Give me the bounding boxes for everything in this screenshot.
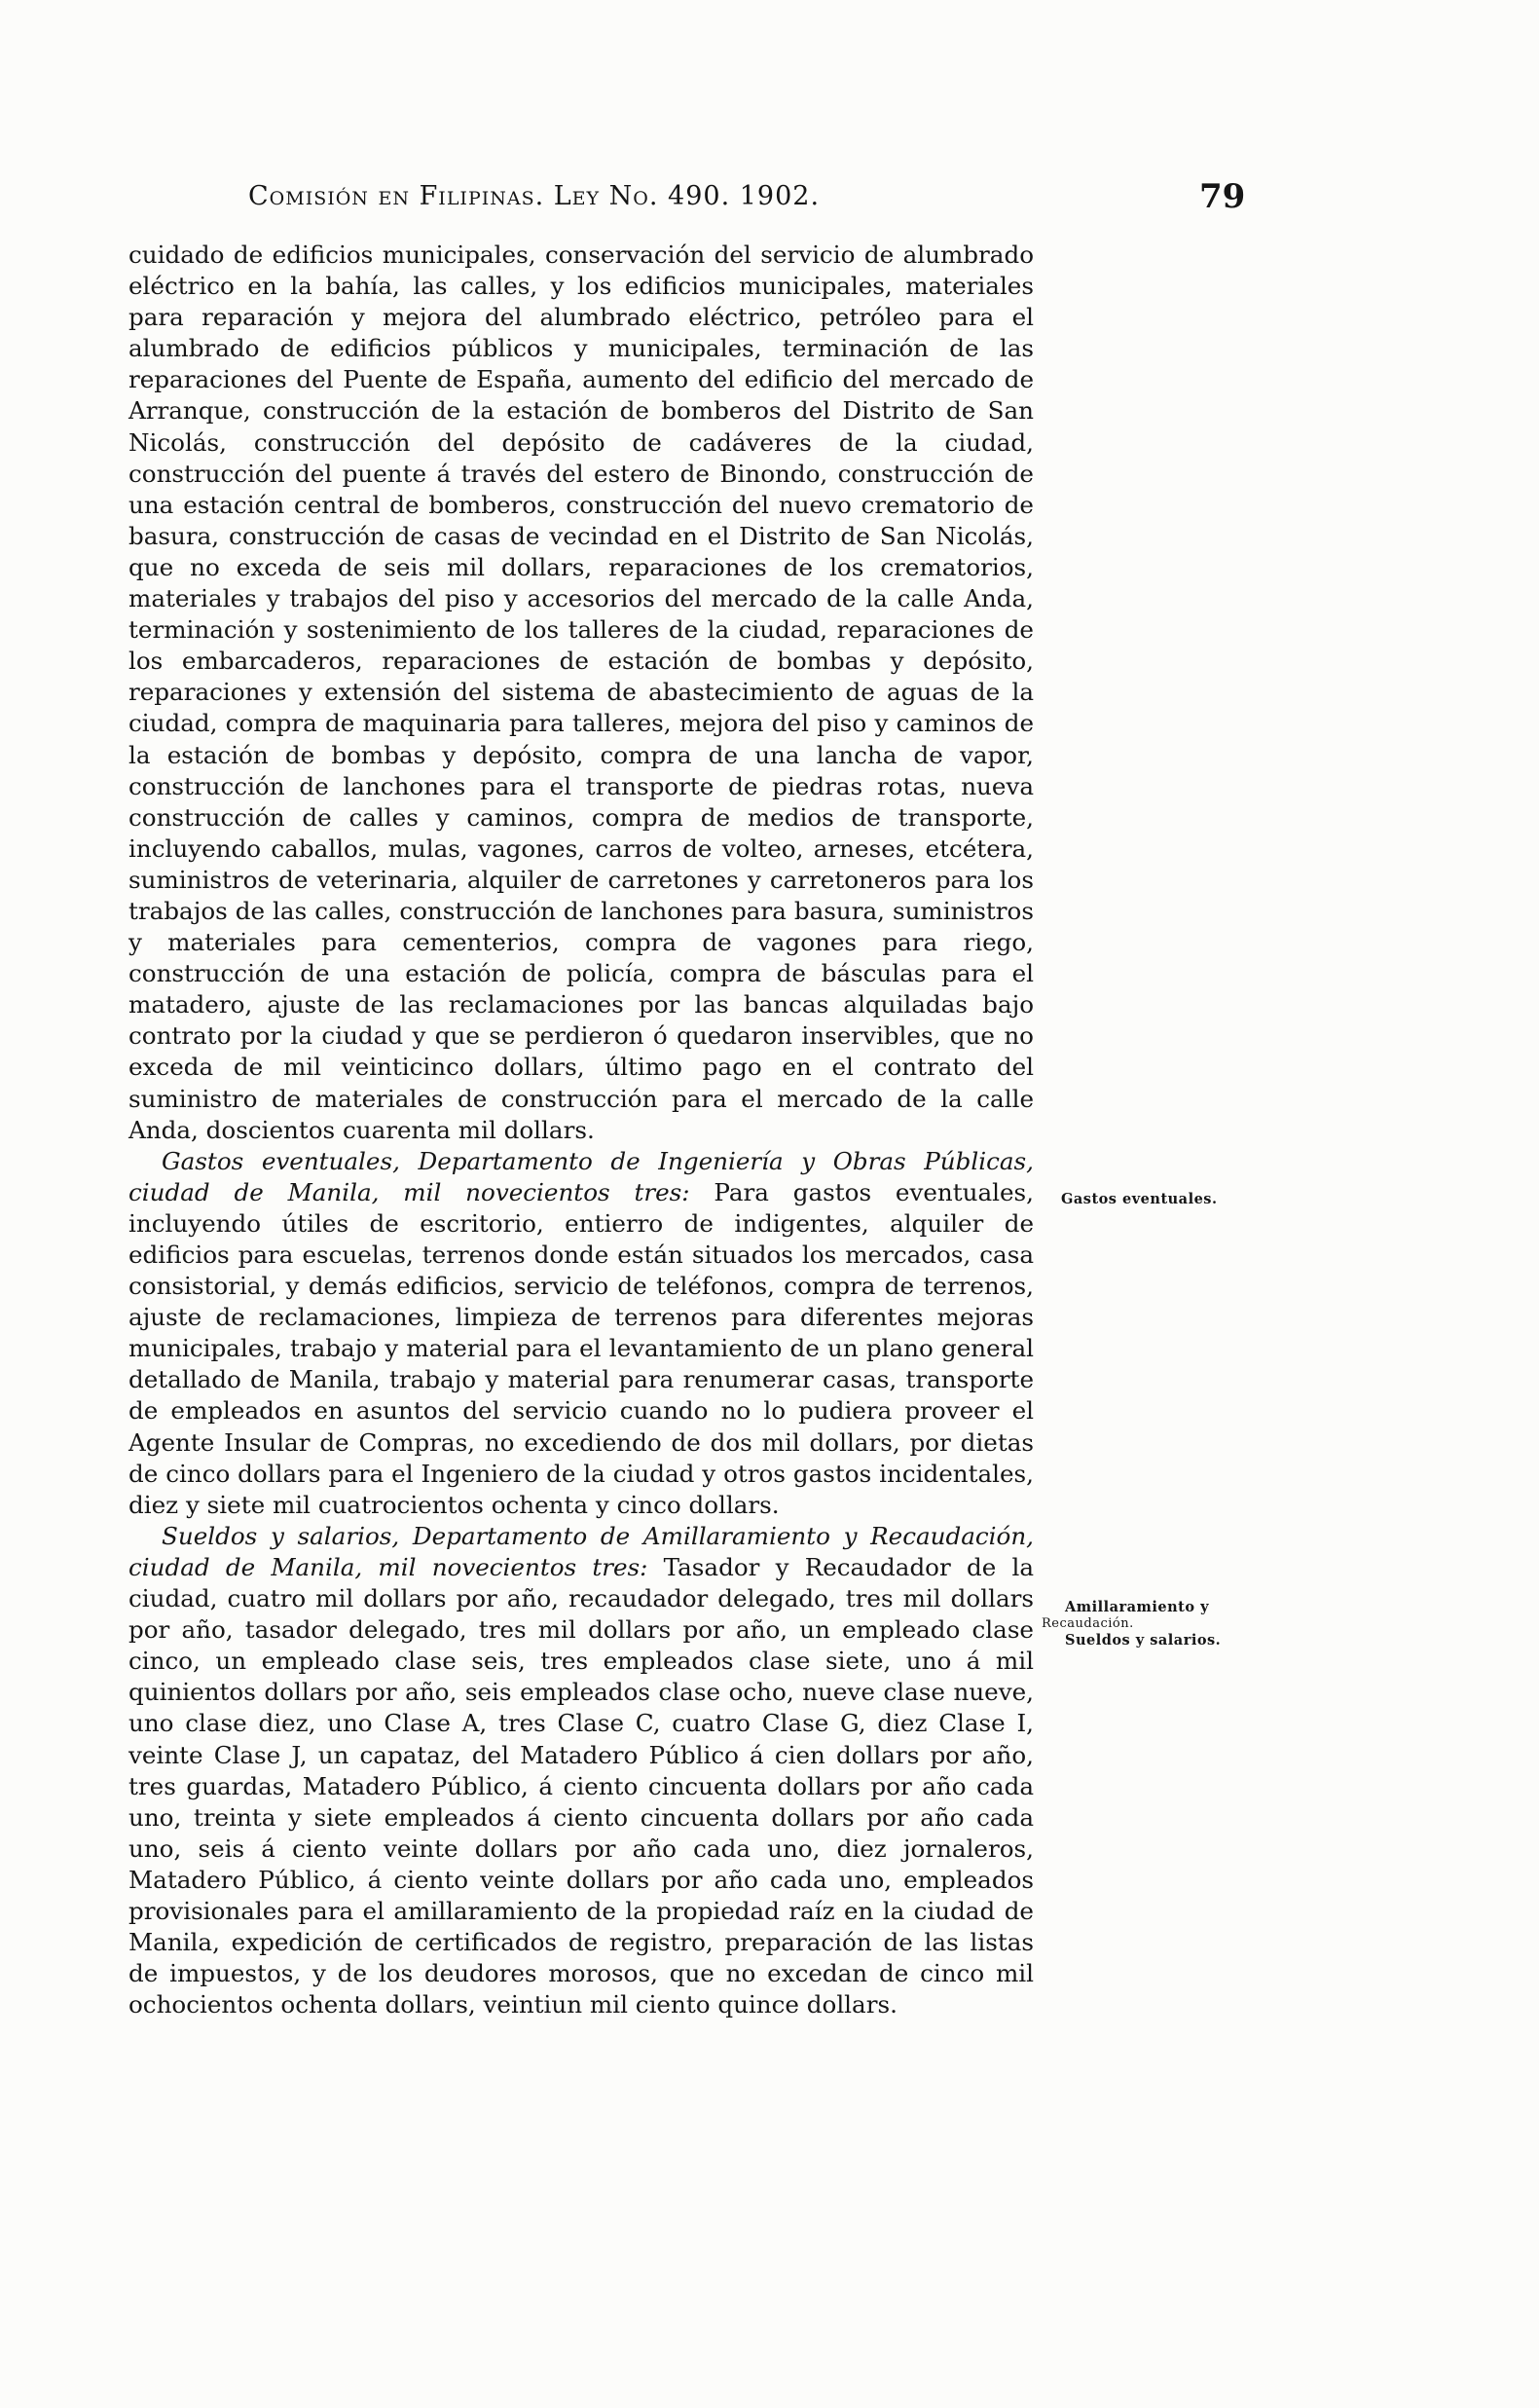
running-title: Comisión en Filipinas. Ley No. 490. 1902. bbox=[248, 181, 821, 211]
body-text bbox=[128, 240, 1034, 2020]
paragraph-3 bbox=[128, 1521, 1034, 2021]
margin-note-recaudacion: Recaudación. bbox=[1042, 1616, 1134, 1631]
margin-note-sueldos bbox=[1042, 1598, 1265, 1650]
margin-note-sueldos-salarios: Sueldos y salarios. bbox=[1065, 1632, 1222, 1649]
paragraph-3-text: Tasador y Recaudador de la ciudad, cuatro mil dollars por año, recaudador delegado, tres mil dollars por año, tasador delegado, tres mil dollars por año, un empleado clase cinco, un empleado clase seis, tres empleados clase siete, uno á mil quinientos dollars por año, seis empleados clase ocho, nueve clase nueve, uno clase diez, uno Clase A, tres Clase C, cuatro Clase G, diez Clase I, veinte Clase J, un capataz, del Matadero Público á cien dollars por año, tres guardas, Matadero Público, á ciento cincuenta dollars por año cada uno, treinta y siete empleados á ciento cincuenta dollars por año cada uno, seis á ciento veinte dollars por año cada uno, diez jornaleros, Matadero Público, á ciento veinte dollars por año cada uno, empleados provisionales para el amillaramiento de la propiedad raíz en la ciudad de Manila, expedición de certificados de registro, preparación de las listas de impuestos, y de los deudores morosos, que no excedan de cinco mil ochocientos ochenta dollars, veintiun mil ciento quince dollars. bbox=[128, 1552, 1034, 2019]
paragraph-2-text: Para gastos eventuales, incluyendo útiles de escritorio, entierro de indigentes, alquiler de edificios para escuelas, terrenos donde están situados los mercados, casa consistorial, y demás edificios, servicio de teléfonos, compra de terrenos, ajuste de reclamaciones, limpieza de terrenos para diferentes mejoras municipales, trabajo y material para el levantamiento de un plano general detallado de Manila, trabajo y material para renumerar casas, transporte de empleados en asuntos del servicio cuando no lo pudiera proveer el Agente Insular de Compras, no excediendo de dos mil dollars, por dietas de cinco dollars para el Ingeniero de la ciudad y otros gastos incidentales, diez y siete mil cuatrocientos ochenta y cinco dollars. bbox=[128, 1177, 1034, 1519]
margin-note-gastos: Gastos eventuales. bbox=[1061, 1191, 1218, 1207]
paragraph-2-heading: Gastos eventuales, Departamento de Ingeniería y Obras Públicas, ciudad de Manila, mil novecientos tres: bbox=[128, 1146, 1034, 1206]
paragraph-2 bbox=[128, 1146, 1034, 1521]
page-number: 79 bbox=[1199, 177, 1246, 216]
margin-note-amillaramiento: Amillaramiento y bbox=[1065, 1599, 1210, 1615]
paragraph-1: cuidado de edificios municipales, conservación del servicio de alumbrado eléctrico en la bahía, las calles, y los edificios municipales, materiales para reparación y mejora del alumbrado eléctrico, petróleo para el alumbrado de edificios públicos y municipales, terminación de las reparaciones del Puente de España, aumento del edificio del mercado de Arranque, construcción de la estación de bomberos del Distrito de San Nicolás, construcción del depósito de cadáveres de la ciudad, construcción del puente á través del estero de Binondo, construcción de una estación central de bomberos, construcción del nuevo crematorio de basura, construcción de casas de vecindad en el Distrito de San Nicolás, que no exceda de seis mil dollars, reparaciones de los crematorios, materiales y trabajos del piso y accesorios del mercado de la calle Anda, terminación y sostenimiento de los talleres de la ciudad, reparaciones de los embarcaderos, reparaciones de estación de bombas y depósito, reparaciones y extensión del sistema de abastecimiento de aguas de la ciudad, compra de maquinaria para talleres, mejora del piso y caminos de la estación de bombas y depósito, compra de una lancha de vapor, construcción de lanchones para el transporte de piedras rotas, nueva construcción de calles y caminos, compra de medios de transporte, incluyendo caballos, mulas, vagones, carros de volteo, arneses, etcétera, suministros de veterinaria, alquiler de carretones y carretoneros para los trabajos de las calles, construcción de lanchones para basura, suministros y materiales para cementerios, compra de vagones para riego, construcción de una estación de policía, compra de básculas para el matadero, ajuste de las reclamaciones por las bancas alquiladas bajo contrato por la ciudad y que se perdieron ó quedaron inservibles, que no exceda de mil veinticinco dollars, último pago en el contrato del suministro de materiales de construcción para el mercado de la calle Anda, doscientos cuarenta mil dollars. bbox=[128, 241, 1034, 1144]
paragraph-3-heading: Sueldos y salarios, Departamento de Amillaramiento y Recaudación, ciudad de Manila, mil novecientos tres: bbox=[128, 1521, 1034, 1581]
